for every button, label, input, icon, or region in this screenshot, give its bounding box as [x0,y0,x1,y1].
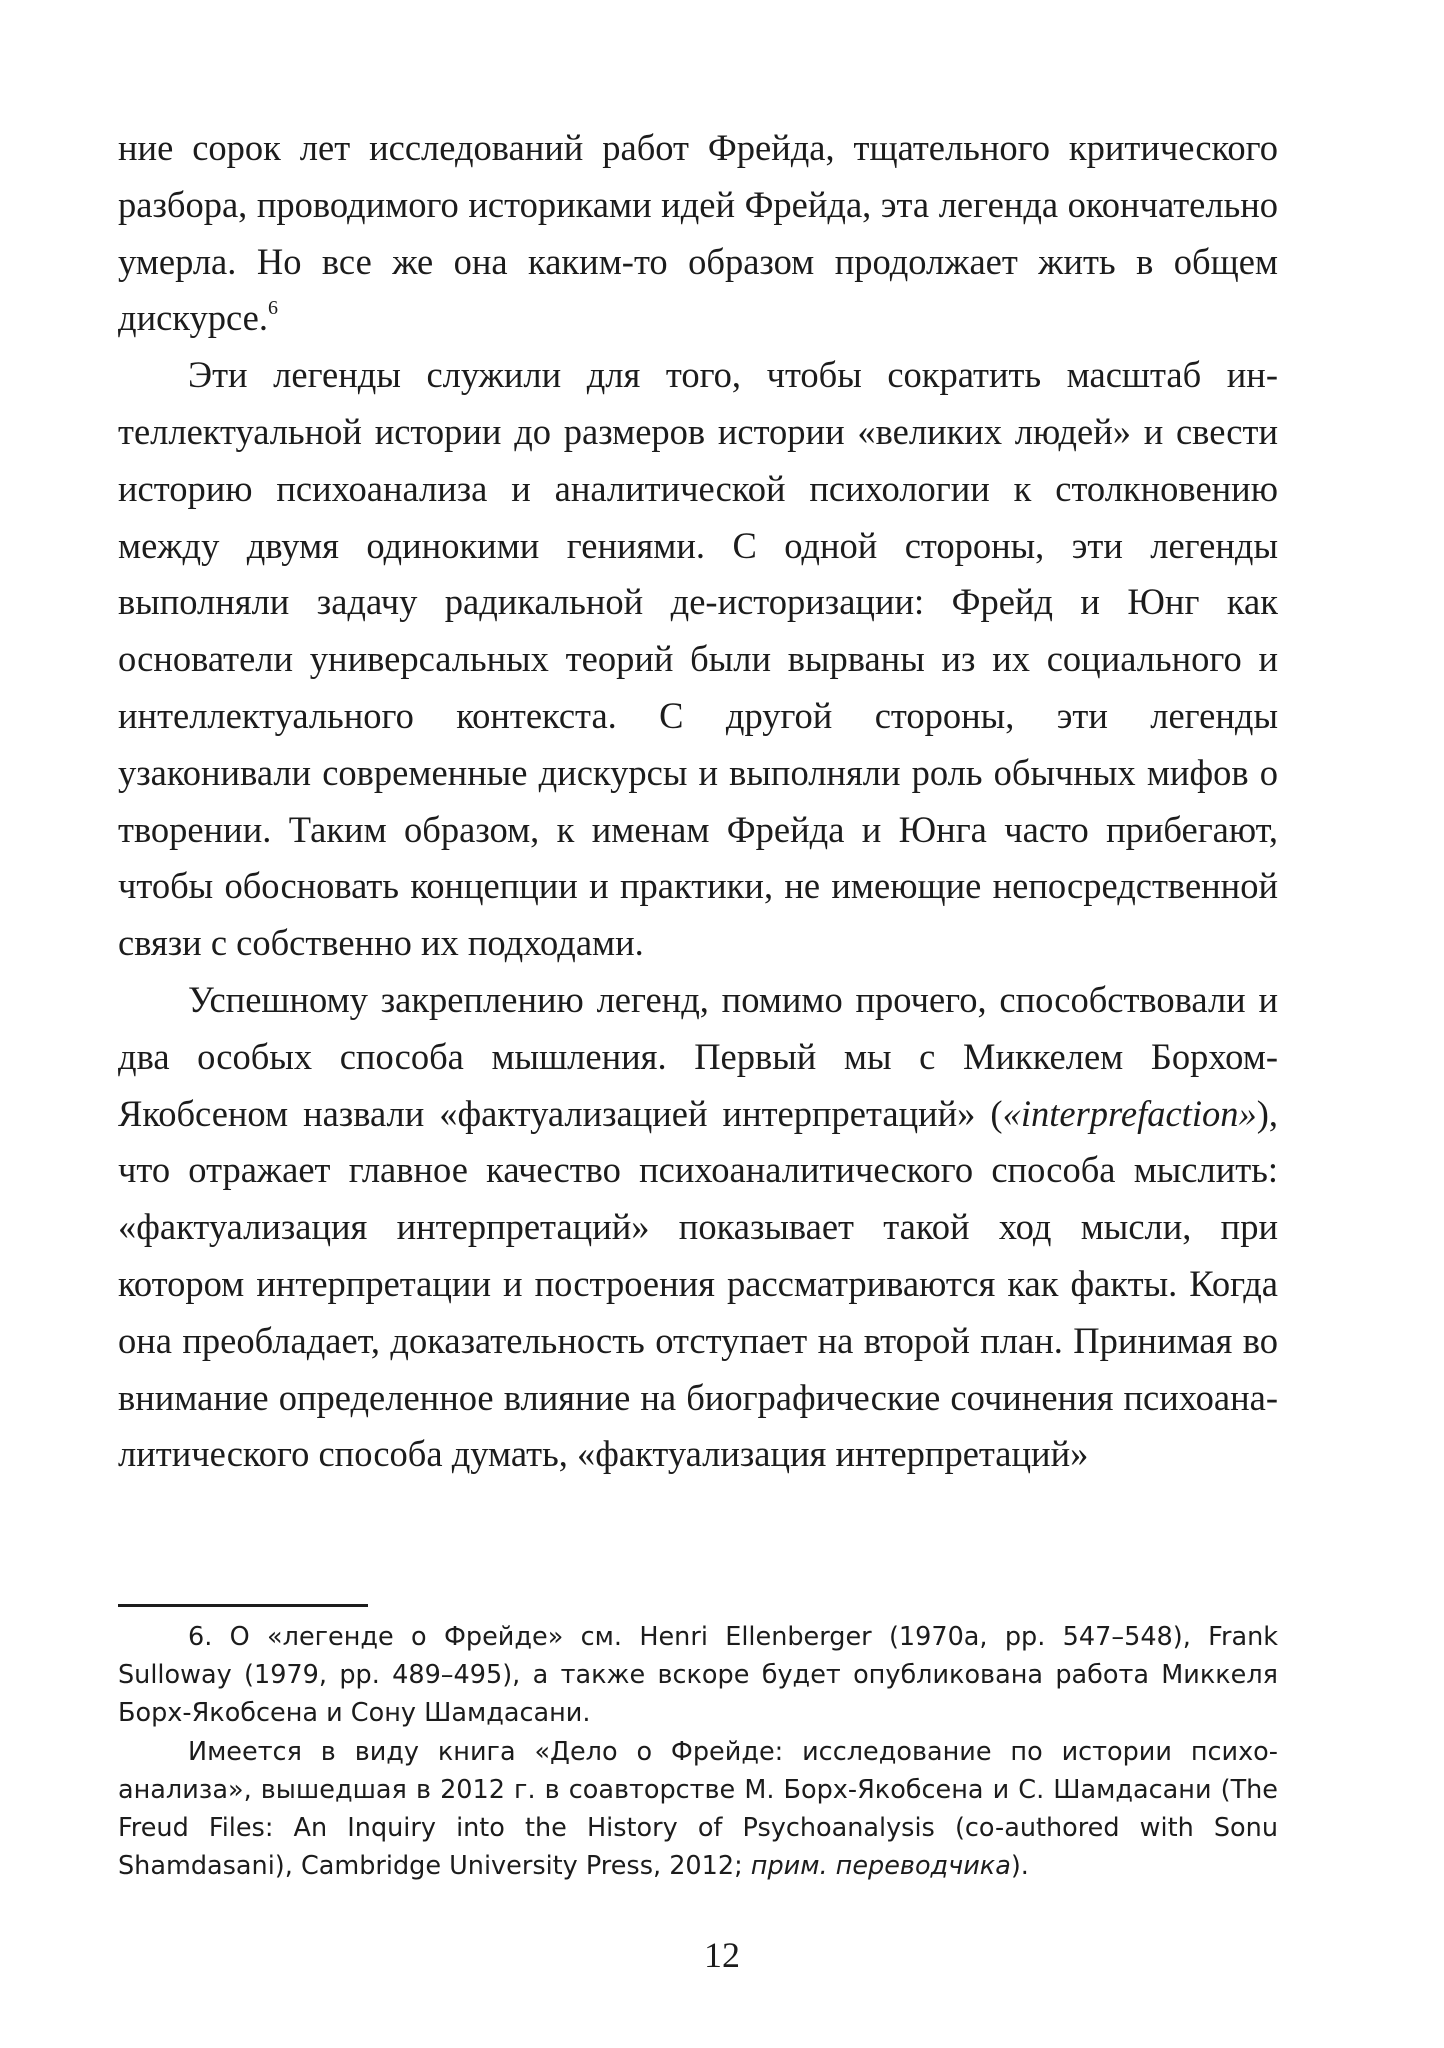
paragraph-3 [118,972,1278,1483]
page-number: 12 [704,1935,740,1975]
paragraph-3-italic-term: «interprefaction» [1002,1092,1257,1134]
translator-note-text: Имеется в виду книга «Дело о Фрейде: исследование по истории психоанализа», вышедшая в 2012 г. в соавторстве М. Борх-Якобсена и С. Шамдасани (The Freud Files: An Inquiry into the History of Psychoanalysis (co-authored with Sonu Shamdasani), Cambridge University Press, 2012; [118,1736,1278,1882]
page-body [118,120,1278,1483]
footnote-reference[interactable]: 6 [268,297,278,320]
translator-note [118,1733,1278,1886]
footnote-6: 6. О «легенде о Фрейде» см. Henri Ellenberger (1970a, pp. 547–548), Frank Sulloway (1979, pp. 489–495), а также вскоре будет опубликована работа Миккеля Борх-Якобсена и Сону Шамдасани. [118,1622,1278,1729]
paragraph-3-text-a: Успешному закреплению легенд, помимо прочего, способствовали и два особых способа мышления. Первый мы с Миккелем Борхом-Якобсеном назвали «фактуализацией интерпретаций» ( [118,978,1278,1134]
paragraph-3-text-b: ), что отражает главное качество психоаналитического способа мыслить: «фактуализация интерпретаций» показывает такой ход мысли, при котором интерпретации и построения рассматриваются как факты. Когда она преобладает, доказательность отступает на второй план. Принимая во внимание определенное влияние на биографические сочинения психоаналитического способа думать, «фактуализация интерпретаций» [118,1092,1278,1475]
footnotes [118,1618,1278,1885]
footnote-separator [118,1604,368,1607]
paragraph-1-text: ние сорок лет исследований работ Фрейда, тщательного критического разбора, проводимого историками идей Фрейда, эта легенда окончательно умерла. Но все же она каким-то образом продолжает жить в общем дискурсе. [118,127,1278,339]
paragraph-1 [118,120,1278,347]
paragraph-2: Эти легенды служили для того, чтобы сократить масштаб интеллектуальной истории до размеров истории «великих людей» и свести историю психоанализа и аналитической психологии к столкновению между двумя одинокими гениями. С одной стороны, эти легенды выполняли задачу радикальной де-историзации: Фрейд и Юнг как основатели универсальных теорий были вырваны из их социального и интеллектуального контекста. С другой стороны, эти легенды узаконивали современные дискурсы и выполняли роль обычных мифов о творении. Таким образом, к именам Фрейда и Юнга часто прибегают, чтобы обосновать концепции и практики, не имеющие непосредственной связи с собственно их подходами. [118,354,1278,964]
translator-note-italic: прим. переводчика [750,1851,1011,1882]
main-text [118,120,1278,1483]
translator-note-end: ). [1010,1851,1029,1882]
